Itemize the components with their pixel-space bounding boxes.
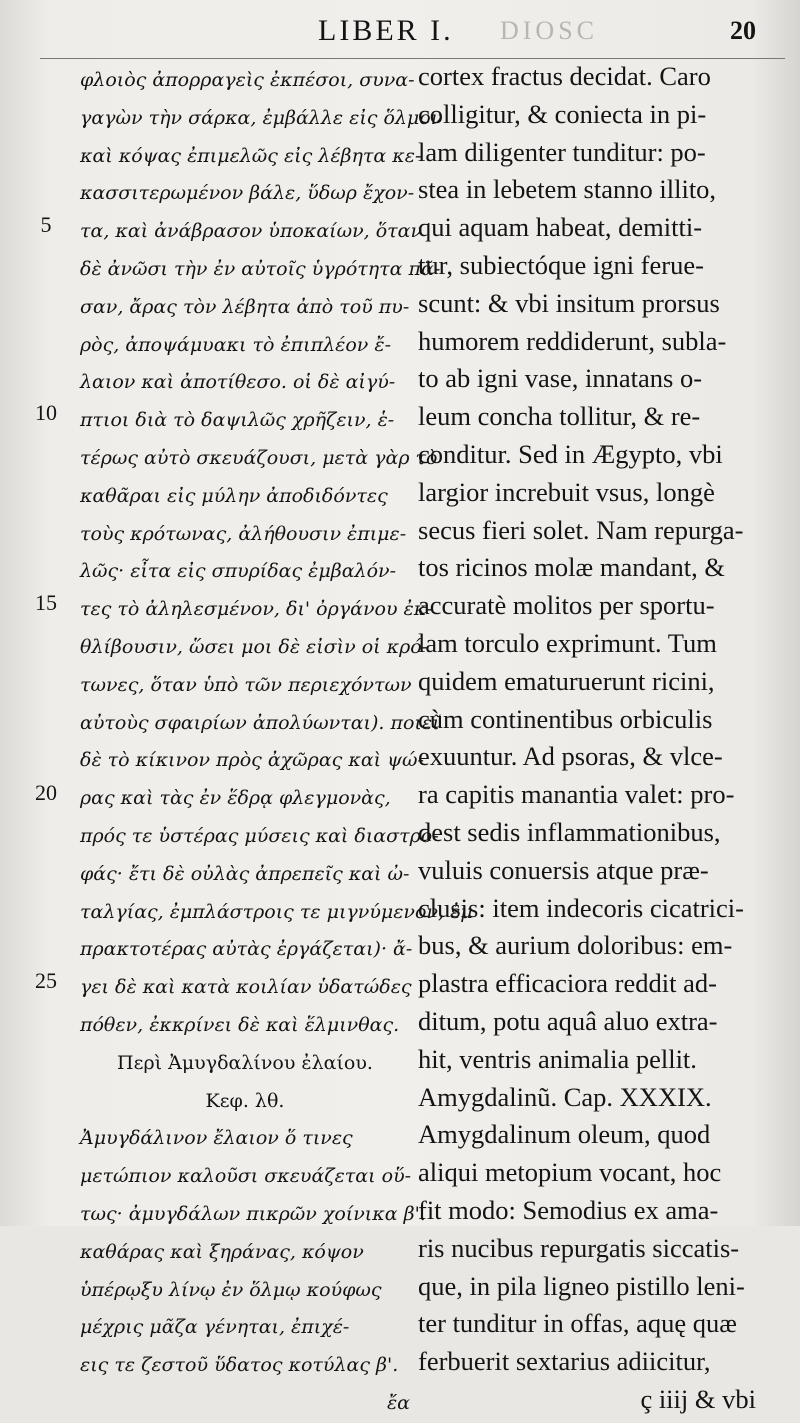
latin-line: plastra efficaciora reddit ad- [418,968,717,999]
latin-line: stea in lebetem stanno illito, [418,174,717,205]
greek-line: καθάρας καὶ ξηράνας, κόψον [80,1240,364,1263]
greek-line: ταλγίας, ἐμπλάστροις τε μιγνύμενον, ἐμ [80,900,473,923]
greek-line: φλοιὸς ἀπορραγεὶς ἐκπέσοι, συνα- [80,69,415,91]
latin-line: aliqui metopium vocant, hoc [418,1157,722,1188]
greek-text-column [80,62,473,1423]
line-number-15: 15 [35,590,57,615]
greek-line: δὲ ἀνῶσι τὴν ἐν αὐτοῖς ὑγρότητα πᾶ- [80,257,441,280]
latin-line: vuluis conuersis atque præ- [418,854,709,885]
latin-line: cùm continentibus orbiculis [418,703,713,734]
greek-line: λῶς· εἶτα εἰς σπυρίδας ἐμβαλόν- [80,560,396,583]
greek-line: πόθεν, ἐκκρίνει δὲ καὶ ἕλμινθας. [80,1013,400,1036]
latin-line: bus, & aurium doloribus: em- [418,930,733,961]
latin-line: lam torculo exprimunt. Tum [418,627,717,658]
greek-line: τωνες, ὅταν ὑπὸ τῶν περιεχόντων [80,673,412,696]
greek-line: φάς· ἔτι δὲ οὐλὰς ἀπρεπεῖς καὶ ὠ- [80,862,410,885]
latin-line: que, in pila ligneo pistillo leni- [418,1270,745,1301]
latin-line: fit modo: Semodius ex ama- [418,1194,719,1225]
latin-line: largior increbuit vsus, longè [418,476,715,507]
greek-line: τως· ἀμυγδάλων πικρῶν χοίνικα β'. [80,1202,426,1225]
line-number-20: 20 [35,780,57,805]
latin-line: ferbuerit sextarius adiicitur, [418,1346,711,1377]
latin-line: hit, ventris animalia pellit. [418,1043,697,1074]
line-number-10: 10 [35,400,57,425]
greek-chapter-number: Κεφ. λθ. [205,1089,285,1112]
latin-line: humorem reddiderunt, subla- [418,325,727,356]
latin-line: colligitur, & conіecta in pi- [418,98,707,129]
signature-catchword: ç iiij & vbi [640,1383,756,1414]
latin-line: leum concha tollitur, & re- [418,401,701,432]
greek-line: ἔα [386,1391,410,1414]
latin-line: ditum, potu aquâ aluo extra- [418,1005,718,1036]
latin-line: quidem ematuruerunt ricini, [418,665,715,696]
latin-line: ris nucibus repurgatis siccatis- [418,1232,740,1263]
greek-line: τέρως αὐτὸ σκευάζουσι, μετὰ γὰρ τὸ [80,446,438,469]
greek-line: καθᾶραι εἰς μύλην ἀποδιδόντες [80,484,388,507]
latin-line: dest sedis inflammationibus, [418,816,721,847]
greek-line: σαν, ἄρας τὸν λέβητα ἀπὸ τοῦ πυ- [80,295,410,318]
greek-line: καὶ κόψας ἐπιμελῶς εἰς λέβητα κε- [80,144,422,167]
latin-line: conditur. Sed in Ægypto, vbi [418,438,723,469]
greek-line: ρὸς, ἀποψάμυακι τὸ ἐπιπλέον ἔ- [80,333,391,356]
greek-line: κασσιτερωμένον βάλε, ὕδωρ ἔχον- [80,182,415,205]
greek-line: τα, καὶ ἀνάβρασον ὑποκαίων, ὅταν [80,220,423,243]
greek-line: πρακτοτέρας αὐτὰς ἐργάζεται)· ἄ- [80,938,413,961]
greek-chapter-heading: Περὶ Ἀμυγδαλίνου ἐλαίου. [117,1051,373,1074]
latin-line: clusis: item indecoris cicatrici- [418,892,744,923]
greek-line: γαγὼν τὴν σάρκα, ἐμβάλλε εἰς ὅλμον [80,106,443,129]
latin-chapter-heading: Amygdalinũ. Cap. XXXIX. [418,1081,712,1112]
greek-line: γει δὲ καὶ κατὰ κοιλίαν ὑδατώδες [80,976,412,999]
latin-line: exuuntur. Ad psoras, & vlce- [418,741,723,772]
latin-line: qui aquam habeat, demitti- [418,212,703,243]
latin-line: cortex fractus decidat. Caro [418,61,711,91]
latin-line: to ab igni vase, innatans o- [418,363,703,394]
latin-line: accuratè molitos per sportu- [418,590,715,621]
greek-line: μέχρις μᾶζα γένηται, ἐπιχέ- [80,1316,350,1339]
latin-line: ter tunditur in offas, aquę quæ [418,1308,737,1339]
greek-line: πτιοι διὰ τὸ δαψιλῶς χρῆζειν, ἑ- [80,409,395,432]
latin-line: tur, subiectóque igni ferue- [418,249,704,280]
latin-line: Amygdalinum oleum, quod [418,1119,711,1150]
latin-line: secus fieri solet. Nam repurga- [418,514,744,545]
running-head: LIBER I. [318,14,454,47]
latin-line: scunt: & vbi insitum prorsus [418,287,720,318]
greek-line: τες τὸ ἀληλεσμένον, δι' ὀργάνου ἐκ- [80,598,433,621]
latin-text-column [418,58,790,1419]
greek-line: ρας καὶ τὰς ἐν ἕδρᾳ φλεγμονὰς, [80,787,391,810]
latin-line: lam diligenter tunditur: po- [418,136,706,167]
greek-line: θλίβουσιν, ὥσει μοι δὲ εἰσὶν οἱ κρό- [80,635,429,658]
bleed-through-head: DIOSC [500,16,599,45]
greek-line: ὑπέρῳξυ λίνῳ ἐν ὅλμῳ κούφως [80,1278,382,1301]
greek-line: εις τε ζεστοῦ ὕδατος κοτύλας β'. [80,1354,399,1377]
greek-line: τοὺς κρότωνας, ἀλήθουσιν ἐπιμε- [80,522,407,545]
greek-line: πρός τε ὑστέρας μύσεις καὶ διαστρο- [80,824,439,847]
latin-line: tos ricinos molæ mandant, & [418,552,725,583]
line-number-5: 5 [40,212,52,237]
greek-line: αὐτοὺς σφαιρίων ἀπολύωνται). ποιεῖ [80,711,440,734]
greek-line: λαιον καὶ ἀποτίθεσο. οἱ δὲ αἰγύ- [80,371,396,394]
greek-line: μετώπιον καλοῦσι σκευάζεται οὕ- [80,1165,412,1188]
page-number: 20 [730,16,756,45]
line-number-25: 25 [35,968,57,993]
greek-line: Ἀμυγδάλινον ἔλαιον ὅ τινες [80,1127,353,1150]
greek-line: δὲ τὸ κίκινον πρὸς ἀχῶρας καὶ ψώ- [80,749,424,772]
latin-line: ra capitis manantia valet: pro- [418,779,735,810]
